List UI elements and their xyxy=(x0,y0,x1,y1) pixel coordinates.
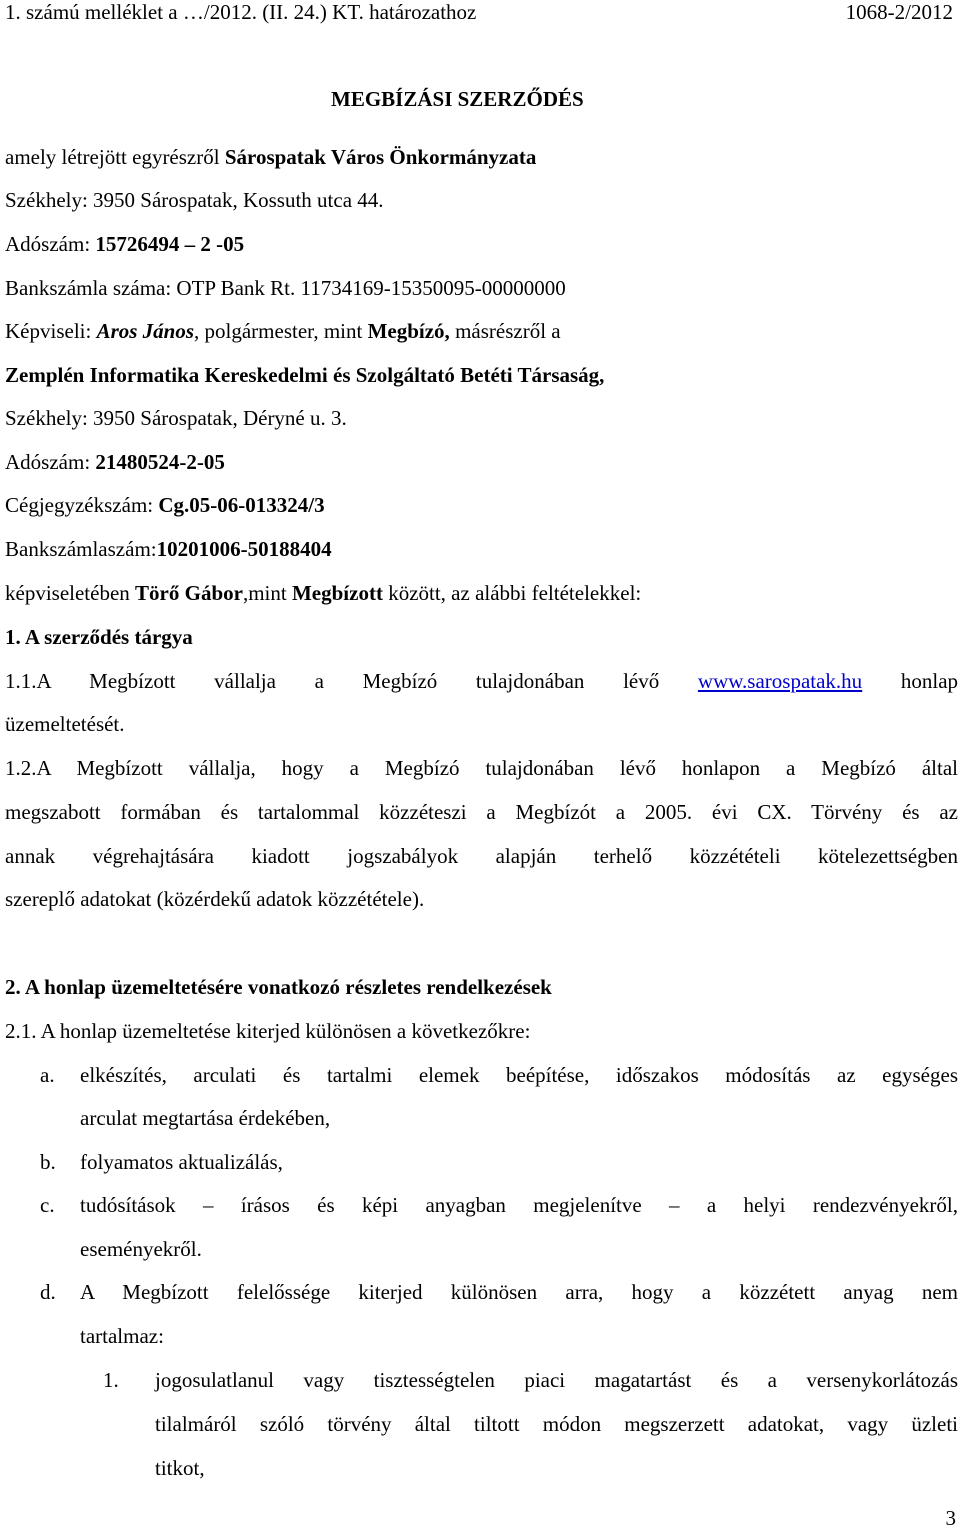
website-link[interactable]: www.sarospatak.hu xyxy=(697,669,863,693)
header-annex-reference: 1. számú melléklet a …/2012. (II. 24.) KT. határozathoz xyxy=(5,0,477,24)
clause-1-1-cont: üzemeltetését. xyxy=(5,712,125,736)
list-marker: c. xyxy=(40,1193,55,1217)
principal-seat: Székhely: 3950 Sárospatak, Kossuth utca 44. xyxy=(5,188,384,212)
section-1-heading: 1. A szerződés tárgya xyxy=(5,625,193,649)
sublist-item-line: tilalmáról szóló törvény által tiltott módon megszerzett adatokat, vagy üzleti xyxy=(155,1412,958,1436)
section-2-heading: 2. A honlap üzemeltetésére vonatkozó részletes rendelkezések xyxy=(5,975,552,999)
agent-bank-account: Bankszámlaszám:10201006-50188404 xyxy=(5,537,332,561)
clause-1-2-line: 1.2.A Megbízott vállalja, hogy a Megbízó tulajdonában lévő honlapon a Megbízó által xyxy=(5,756,958,780)
sublist-item-line: jogosulatlanul vagy tisztességtelen piaci magatartást és a versenykorlátozás xyxy=(155,1368,958,1392)
agent-tax: Adószám: 21480524-2-05 xyxy=(5,450,225,474)
list-item-line: arculat megtartása érdekében, xyxy=(80,1106,331,1130)
clause-2-1: 2.1. A honlap üzemeltetése kiterjed különösen a következőkre: xyxy=(5,1019,531,1043)
principal-name: Sárospatak Város Önkormányzata xyxy=(224,145,537,169)
parties-intro: amely létrejött egyrészről Sárospatak Város Önkormányzata xyxy=(5,145,537,169)
principal-representative: Képviseli: Aros János, polgármester, mint Megbízó, másrészről a xyxy=(5,319,561,343)
agent-representative: képviseletében Törő Gábor,mint Megbízott között, az alábbi feltételekkel: xyxy=(5,581,642,605)
clause-1-2-line: szereplő adatokat (közérdekű adatok közzététele). xyxy=(5,887,425,911)
list-item-line: elkészítés, arculati és tartalmi elemek beépítése, időszakos módosítás az egységes xyxy=(80,1063,958,1087)
list-marker: d. xyxy=(40,1280,56,1304)
list-marker: b. xyxy=(40,1150,56,1174)
representative-name: Aros János xyxy=(96,319,195,343)
page-number: 3 xyxy=(945,1506,956,1530)
list-item-line: folyamatos aktualizálás, xyxy=(80,1150,283,1174)
principal-tax: Adószám: 15726494 – 2 -05 xyxy=(5,232,245,256)
clause-1-2-line: megszabott formában és tartalommal közzéteszi a Megbízót a 2005. évi CX. Törvény és az xyxy=(5,800,958,824)
list-item-line: tudósítások – írásos és képi anyagban megjelenítve – a helyi rendezvényekről, xyxy=(80,1193,958,1217)
document-title: MEGBÍZÁSI SZERZŐDÉS xyxy=(331,87,584,111)
sublist-marker: 1. xyxy=(103,1368,119,1392)
list-item-line: eseményekről. xyxy=(80,1237,202,1261)
list-item-line: A Megbízott felelőssége kiterjed különösen arra, hogy a közzétett anyag nem xyxy=(80,1280,958,1304)
agent-seat: Székhely: 3950 Sárospatak, Déryné u. 3. xyxy=(5,406,347,430)
list-item-line: tartalmaz: xyxy=(80,1324,164,1348)
clause-1-1: 1.1.A Megbízott vállalja a Megbízó tulajdonában lévő www.sarospatak.hu honlap xyxy=(5,669,959,693)
clause-1-2-line: annak végrehajtására kiadott jogszabályok alapján terhelő közzétételi kötelezettségben xyxy=(5,844,958,868)
sublist-item-line: titkot, xyxy=(155,1456,205,1480)
agent-registration: Cégjegyzékszám: Cg.05-06-013324/3 xyxy=(5,493,325,517)
agent-name: Zemplén Informatika Kereskedelmi és Szolgáltató Betéti Társaság, xyxy=(5,363,605,387)
header-document-number: 1068-2/2012 xyxy=(845,0,953,24)
principal-bank-account: Bankszámla száma: OTP Bank Rt. 11734169-15350095-00000000 xyxy=(5,276,566,300)
list-marker: a. xyxy=(40,1063,55,1087)
